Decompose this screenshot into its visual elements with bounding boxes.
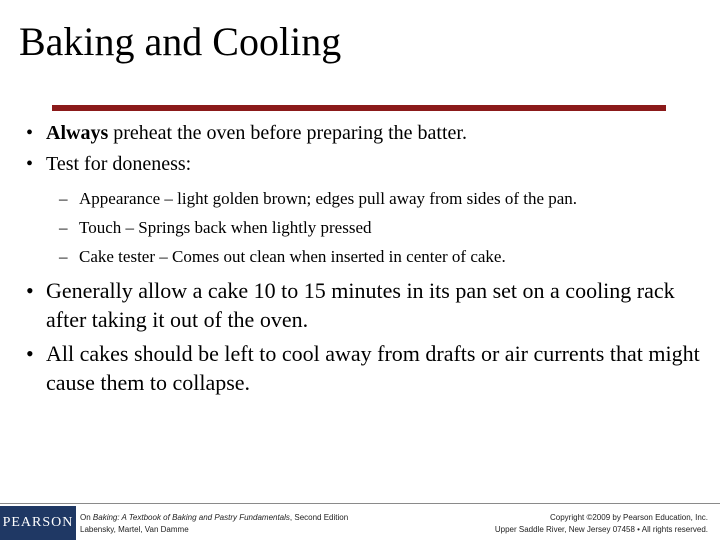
pearson-logo-text: PEARSON	[2, 515, 74, 530]
footer-book-prefix: On	[80, 513, 93, 522]
footer-authors: Labensky, Martel, Van Damme	[80, 525, 189, 534]
footer-divider	[0, 503, 720, 504]
sub-bullet-dash: –	[59, 218, 68, 237]
sub-bullet-appearance: Appearance – light golden brown; edges pull away from sides of the pan.	[79, 189, 578, 208]
sub-bullet-touch: Touch – Springs back when lightly pressed	[79, 218, 372, 237]
bullet-text: preheat the oven before preparing the batter.	[108, 122, 467, 144]
footer-book-info	[80, 512, 348, 536]
title-underline-rule	[52, 105, 666, 111]
footer-copyright-line2: Upper Saddle River, New Jersey 07458 • All rights reserved.	[494, 525, 708, 534]
pearson-logo	[0, 506, 76, 540]
footer-book-title: Baking: A Textbook of Baking and Pastry Fundamentals	[92, 513, 290, 522]
footer-copyright	[495, 512, 708, 536]
bullet-marker: •	[26, 122, 34, 144]
bullet-marker: •	[26, 153, 34, 175]
sub-bullet-cake-tester: Cake tester – Comes out clean when inserted in center of cake.	[79, 247, 506, 266]
footer-book-edition: , Second Edition	[289, 513, 349, 522]
bullet-marker: •	[26, 278, 34, 303]
bullet-preheat	[46, 119, 467, 147]
bullet-drafts: All cakes should be left to cool away from drafts or air currents that might cause them to collapse.	[46, 341, 700, 395]
bullet-cooling-time: Generally allow a cake 10 to 15 minutes in its pan set on a cooling rack after taking it out of the oven.	[46, 278, 675, 332]
sub-bullet-dash: –	[59, 189, 68, 208]
bullet-emphasis: Always	[46, 122, 109, 144]
bullet-doneness: Test for doneness:	[46, 153, 192, 175]
footer-book-line	[80, 512, 348, 524]
slide-title: Baking and Cooling	[19, 19, 342, 64]
footer-copyright-line1: Copyright ©2009 by Pearson Education, Inc.	[550, 513, 708, 522]
bullet-marker: •	[26, 341, 34, 366]
sub-bullet-dash: –	[59, 247, 68, 266]
